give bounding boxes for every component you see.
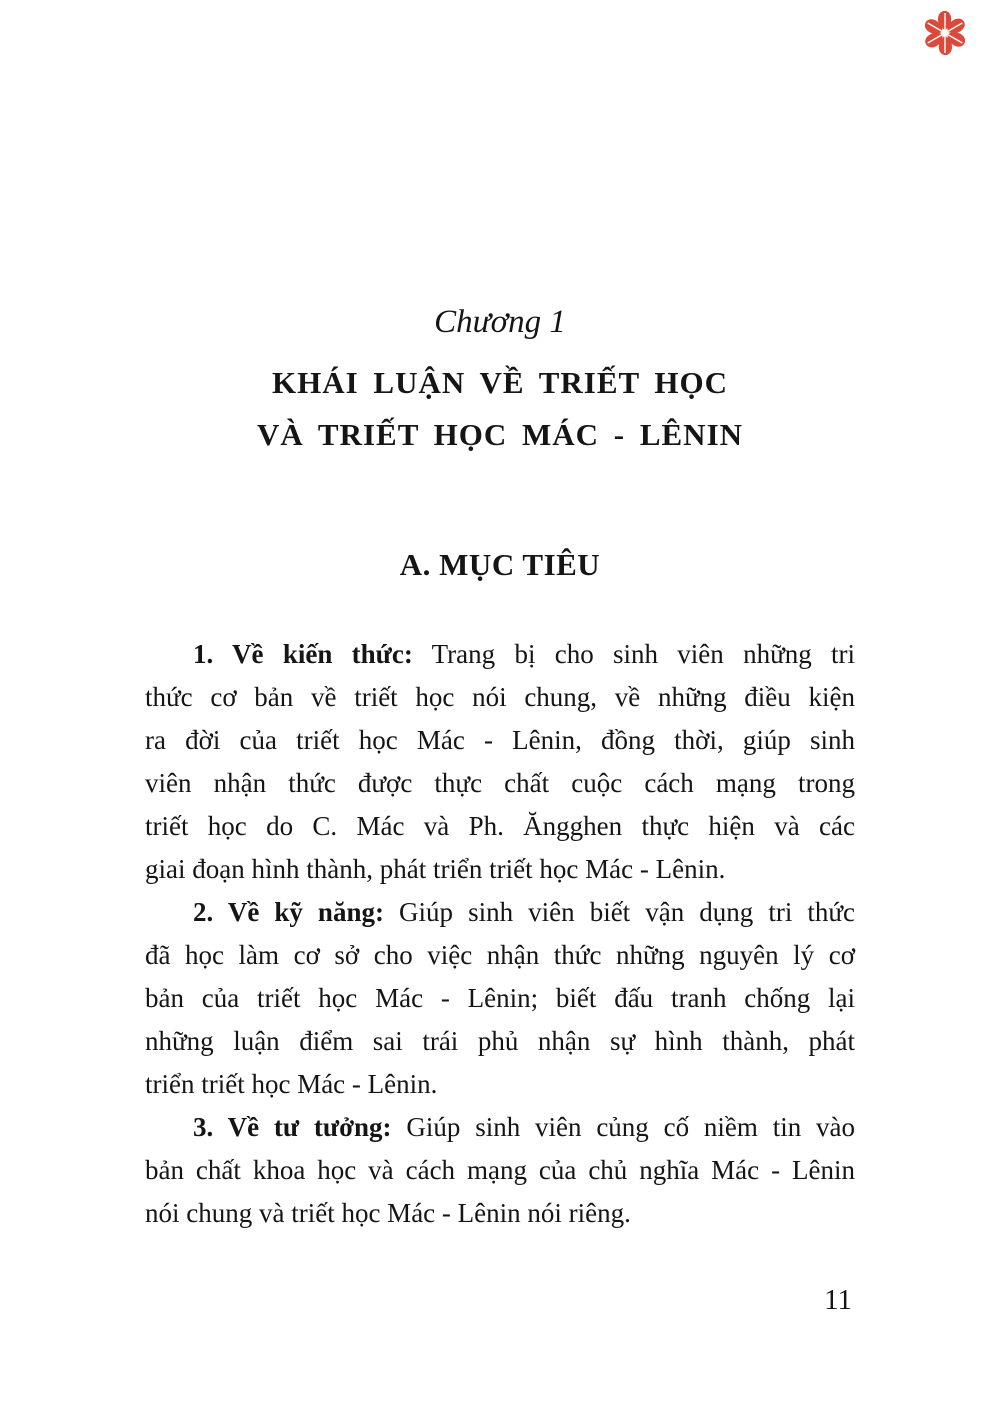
text-run: Trang bị cho sinh viên những tri <box>431 639 856 669</box>
chapter-title <box>0 357 1000 461</box>
objective-paragraph-knowledge <box>145 633 855 891</box>
objective-lead: 3. Về tư tưởng: <box>193 1112 392 1142</box>
text-line: bản chất khoa học và cách mạng của chủ nghĩa Mác - Lênin <box>145 1155 855 1185</box>
text-line: viên nhận thức được thực chất cuộc cách mạng trong <box>145 768 855 798</box>
page-number: 11 <box>824 1284 852 1316</box>
body-text <box>145 633 855 1235</box>
text-run: Giúp sinh viên củng cố niềm tin vào <box>406 1112 856 1142</box>
text-line: bản của triết học Mác - Lênin; biết đấu tranh chống lại <box>145 983 855 1013</box>
chapter-label: Chương 1 <box>434 304 566 340</box>
objective-paragraph-ideology <box>145 1106 855 1235</box>
objective-paragraph-skills <box>145 891 855 1106</box>
text-line: thức cơ bản về triết học nói chung, về những điều kiện <box>145 682 855 712</box>
text-line <box>145 891 855 934</box>
text-line: những luận điểm sai trái phủ nhận sự hình thành, phát <box>145 1026 855 1056</box>
text-line: ra đời của triết học Mác - Lênin, đồng thời, giúp sinh <box>145 725 855 755</box>
chapter-title-line2: VÀ TRIẾT HỌC MÁC - LÊNIN <box>256 417 744 452</box>
text-line: triết học do C. Mác và Ph. Ăngghen thực hiện và các <box>145 811 855 841</box>
text-line: giai đoạn hình thành, phát triển triết học Mác - Lênin. <box>145 854 726 884</box>
chapter-title-line1: KHÁI LUẬN VỀ TRIẾT HỌC <box>272 365 728 400</box>
text-line: triển triết học Mác - Lênin. <box>145 1069 438 1099</box>
text-line <box>145 1106 855 1149</box>
text-run: Giúp sinh viên biết vận dụng tri thức <box>399 897 856 927</box>
section-heading: A. MỤC TIÊU <box>399 547 601 582</box>
objective-lead: 1. Về kiến thức: <box>193 639 413 669</box>
text-line <box>145 633 855 676</box>
text-line: nói chung và triết học Mác - Lênin nói riêng. <box>145 1198 631 1228</box>
flower-icon <box>921 9 969 57</box>
objective-lead: 2. Về kỹ năng: <box>193 897 384 927</box>
text-line: đã học làm cơ sở cho việc nhận thức những nguyên lý cơ <box>145 940 855 970</box>
